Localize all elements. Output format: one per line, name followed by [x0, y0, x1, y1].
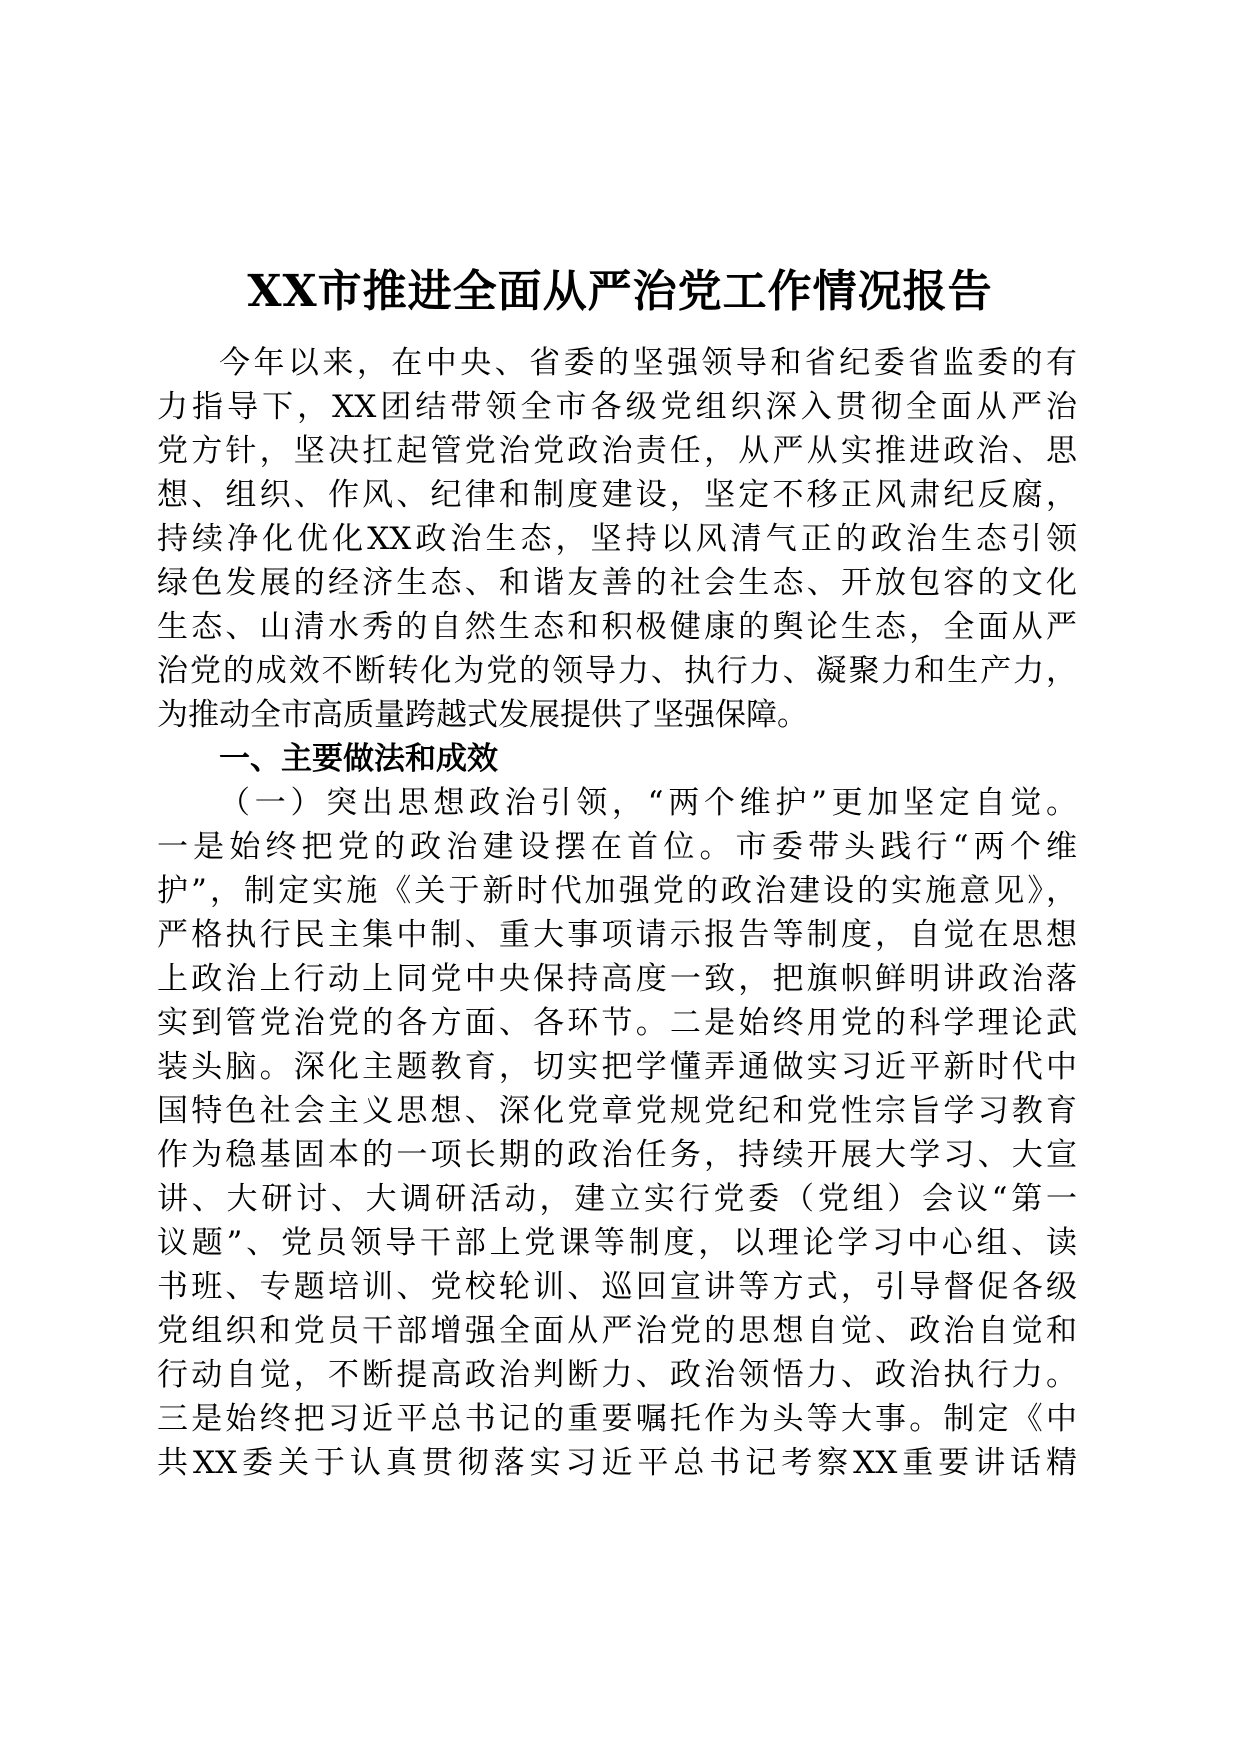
paragraph-line: （一）突出思想政治引领，“两个维护”更加坚定自觉。: [219, 785, 1077, 821]
paragraph-line: 力指导下，XX团结带领全市各级党组织深入贯彻全面从严治: [157, 389, 1077, 425]
paragraph-line: 讲、大研讨、大调研活动，建立实行党委（党组）会议“第一: [157, 1181, 1077, 1217]
paragraph-line: 护”，制定实施《关于新时代加强党的政治建设的实施意见》，: [157, 873, 1077, 909]
paragraph-line: 党方针，坚决扛起管党治党政治责任，从严从实推进政治、思: [157, 433, 1077, 469]
paragraph-line: 持续净化优化XX政治生态，坚持以风清气正的政治生态引领: [157, 521, 1077, 557]
paragraph-line: 三是始终把习近平总书记的重要嘱托作为头等大事。制定《中: [157, 1401, 1077, 1437]
paragraph-line: 书班、专题培训、党校轮训、巡回宣讲等方式，引导督促各级: [157, 1269, 1077, 1305]
paragraph-line: 实到管党治党的各方面、各环节。二是始终用党的科学理论武: [157, 1005, 1077, 1041]
paragraph-line: 国特色社会主义思想、深化党章党规党纪和党性宗旨学习教育: [157, 1093, 1077, 1129]
paragraph-line: 上政治上行动上同党中央保持高度一致，把旗帜鲜明讲政治落: [157, 961, 1077, 997]
paragraph-line: 为推动全市高质量跨越式发展提供了坚强保障。: [157, 697, 808, 733]
paragraph-line: 装头脑。深化主题教育，切实把学懂弄通做实习近平新时代中: [157, 1049, 1077, 1085]
section-heading: 一、主要做法和成效: [219, 741, 498, 777]
paragraph-line: 想、组织、作风、纪律和制度建设，坚定不移正风肃纪反腐，: [157, 477, 1077, 513]
paragraph-line: 今年以来，在中央、省委的坚强领导和省纪委省监委的有: [219, 345, 1077, 381]
paragraph-line: 绿色发展的经济生态、和谐友善的社会生态、开放包容的文化: [157, 565, 1077, 601]
paragraph-line: 议题”、党员领导干部上党课等制度，以理论学习中心组、读: [157, 1225, 1077, 1261]
paragraph-line: 行动自觉，不断提高政治判断力、政治领悟力、政治执行力。: [157, 1357, 1077, 1393]
paragraph-line: 严格执行民主集中制、重大事项请示报告等制度，自觉在思想: [157, 917, 1077, 953]
paragraph-line: 生态、山清水秀的自然生态和积极健康的舆论生态，全面从严: [157, 609, 1077, 645]
paragraph-line: 党组织和党员干部增强全面从严治党的思想自觉、政治自觉和: [157, 1313, 1077, 1349]
paragraph-line: 一是始终把党的政治建设摆在首位。市委带头践行“两个维: [157, 829, 1077, 865]
document-title: XX市推进全面从严治党工作情况报告: [247, 266, 993, 317]
paragraph-line: 共XX委关于认真贯彻落实习近平总书记考察XX重要讲话精: [157, 1445, 1077, 1481]
paragraph-line: 作为稳基固本的一项长期的政治任务，持续开展大学习、大宣: [157, 1137, 1077, 1173]
paragraph-line: 治党的成效不断转化为党的领导力、执行力、凝聚力和生产力，: [157, 653, 1077, 689]
